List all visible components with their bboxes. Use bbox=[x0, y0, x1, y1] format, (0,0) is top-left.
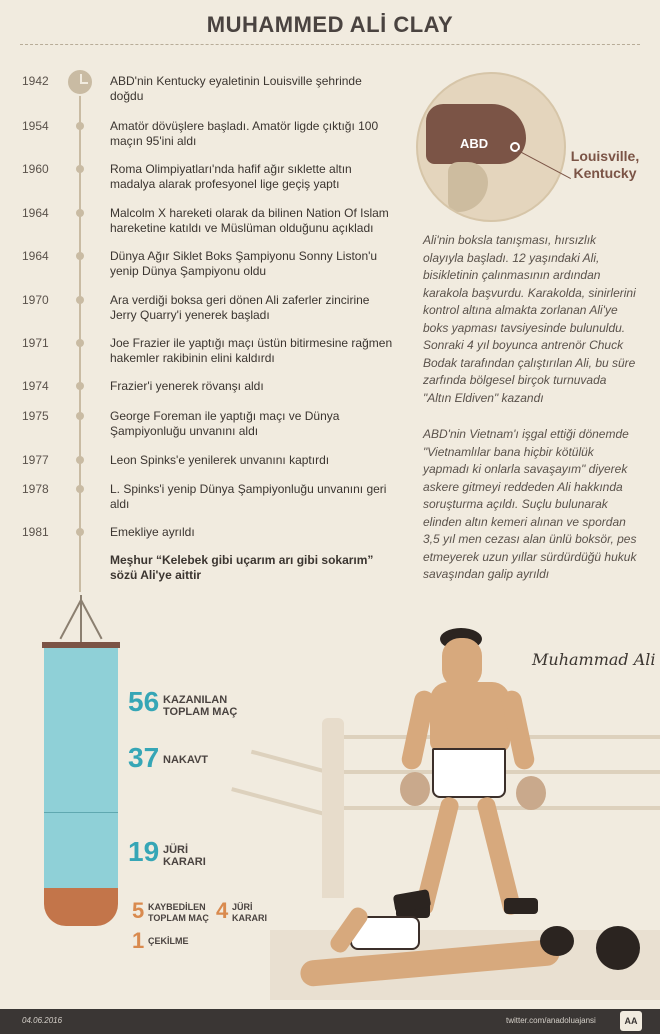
boxing-glove-icon bbox=[516, 776, 546, 810]
event-text: Frazier'i yenerek rövanşı aldı bbox=[110, 379, 264, 393]
event-text: Leon Spinks'e yenilerek unvanını kaptırdı bbox=[110, 453, 330, 467]
event-year: 1942 bbox=[22, 74, 49, 88]
stat-retired-label: ÇEKİLME bbox=[148, 936, 189, 946]
stat-knockouts-label: NAKAVT bbox=[163, 754, 209, 766]
boxing-glove-icon bbox=[596, 926, 640, 970]
title-divider bbox=[20, 44, 640, 45]
mexico-shape bbox=[448, 162, 488, 212]
event-year: 1970 bbox=[22, 293, 49, 307]
event-year: 1981 bbox=[22, 525, 49, 539]
ring-rope bbox=[340, 806, 660, 810]
stat-losses-value: 5 bbox=[132, 898, 145, 923]
timeline-dot bbox=[76, 165, 84, 173]
stat-decision-label-line: KARARI bbox=[163, 856, 206, 868]
stat-decision-value: 19 bbox=[128, 836, 160, 867]
event-year: 1977 bbox=[22, 453, 49, 467]
map-country-label: ABD bbox=[460, 136, 489, 151]
event-year: 1960 bbox=[22, 162, 49, 176]
stat-retired-value: 1 bbox=[132, 928, 145, 953]
fighter-head bbox=[442, 638, 482, 688]
footer-date: 04.06.2016 bbox=[22, 1016, 63, 1025]
aa-logo: AA bbox=[620, 1011, 642, 1031]
stat-loss-decision-label bbox=[232, 902, 267, 924]
timeline-dot bbox=[76, 382, 84, 390]
timeline-dot bbox=[76, 485, 84, 493]
city-label bbox=[560, 148, 650, 182]
event-text: Dünya Ağır Siklet Boks Şampiyonu Sonny Liston'u yenip Dünya Şampiyonu oldu bbox=[110, 249, 378, 278]
fighter-torso bbox=[430, 682, 510, 752]
event-text: Emekliye ayrıldı bbox=[110, 525, 195, 539]
fighter-trunks bbox=[432, 748, 506, 798]
event-text: Amatör dövüşlere başladı. Amatör ligde çıktığı 100 maçın 95'ini aldı bbox=[110, 119, 379, 148]
famous-quote: Meşhur “Kelebek gibi uçarım arı gibi sokarım” sözü Ali'ye aittir bbox=[110, 553, 374, 582]
signature: Muhammad Ali bbox=[532, 650, 656, 669]
event-text: ABD'nin Kentucky eyaletinin Louisville şehrinde doğdu bbox=[110, 74, 362, 103]
stat-decision-label-line: JÜRİ bbox=[163, 844, 189, 856]
usa-shape bbox=[426, 104, 526, 164]
stat-wins-value: 56 bbox=[128, 686, 160, 717]
timeline-dot bbox=[76, 252, 84, 260]
timeline-dot bbox=[76, 209, 84, 217]
footer-twitter-link[interactable]: twitter.com/anadoluajansi bbox=[506, 1016, 596, 1025]
stat-wins-label bbox=[163, 694, 237, 718]
ring-rope bbox=[231, 787, 329, 817]
timeline-dot bbox=[76, 456, 84, 464]
stat-loss-decision-label-line: JÜRİ bbox=[232, 902, 253, 912]
stat-wins-label-line: KAZANILAN bbox=[163, 694, 228, 706]
stat-losses-label-line: KAYBEDİLEN bbox=[148, 902, 206, 912]
clock-icon bbox=[66, 68, 94, 96]
story-paragraph-2: ABD'nin Vietnam'ı işgal ettiği dönemde "Vietnamlılar bana hiçbir kötülük yapmadı ki onlarla savaşayım" diyerek askere gitmeyi reddeden Ali hakkında soruşturma açıldı. Suçlu bulunarak elinden altın kemeri alınan ve spordan 3,5 yıl men cezası alan ünlü boksör, pes etmeyerek uzun yıllar sürdürdüğü hukuk savaşından galip ayrıldı bbox=[423, 427, 637, 581]
boxing-glove-icon bbox=[400, 772, 430, 806]
stat-loss-decision-label-line: KARARI bbox=[232, 913, 267, 923]
timeline-dot bbox=[76, 528, 84, 536]
city-name: Louisville, bbox=[570, 148, 640, 164]
ring-post bbox=[322, 718, 344, 898]
stat-losses-label-line: TOPLAM MAÇ bbox=[148, 913, 209, 923]
event-year: 1964 bbox=[22, 249, 49, 263]
stat-decision-label bbox=[163, 844, 206, 868]
story-paragraph-1: Ali'nin boksla tanışması, hırsızlık olayıyla başladı. 12 yaşındaki Ali, bisikletinin çalınmasının ardından karakola başvurdu. Karakolda, sinirlerini kontrol altına almakta zorlanan Ali'ye boks yapması tavsiyesinde bulunuldu. Sonraki 4 yıl boyunca antrenör Chuck Bodak tarafından çalıştırılan Ali, bu süre zarfında bölgesel birçok turnuvada "Altın Eldiven" kazandı bbox=[423, 233, 636, 405]
stat-losses-label bbox=[148, 902, 209, 924]
event-text: Ara verdiği boksa geri dönen Ali zaferler zincirine Jerry Quarry'i yenerek başladı bbox=[110, 293, 370, 322]
fighter-shoe bbox=[504, 898, 538, 914]
timeline-dot bbox=[76, 339, 84, 347]
event-year: 1974 bbox=[22, 379, 49, 393]
event-year: 1964 bbox=[22, 206, 49, 220]
event-text: Malcolm X hareketi olarak da bilinen Nation Of Islam hareketine katıldı ve Müslüman olduğunu açıkladı bbox=[110, 206, 389, 235]
ring-rope bbox=[251, 750, 329, 775]
timeline-line bbox=[79, 82, 81, 592]
event-year: 1975 bbox=[22, 409, 49, 423]
punching-bag bbox=[44, 648, 118, 888]
event-text: George Foreman ile yaptığı maçı ve Dünya Şampiyonluğu unvanını aldı bbox=[110, 409, 340, 438]
event-year: 1978 bbox=[22, 482, 49, 496]
state-name: Kentucky bbox=[573, 165, 637, 181]
bag-seam bbox=[44, 812, 118, 813]
bag-chain bbox=[59, 600, 81, 640]
bag-bottom bbox=[44, 888, 118, 926]
event-year: 1971 bbox=[22, 336, 49, 350]
stat-wins-label-line: TOPLAM MAÇ bbox=[163, 706, 238, 718]
event-text: Roma Olimpiyatları'nda hafif ağır sıklette altın madalya alarak profesyonel lige geçiş yaptı bbox=[110, 162, 352, 191]
event-text: Joe Frazier ile yaptığı maçı üstün bitirmesine rağmen hakemler rakibinin elini kaldırdı bbox=[110, 336, 393, 365]
timeline-dot bbox=[76, 412, 84, 420]
stat-loss-decision-value: 4 bbox=[216, 898, 229, 923]
event-text: L. Spinks'i yenip Dünya Şampiyonluğu unvanını geri aldı bbox=[110, 482, 387, 511]
stat-knockouts-value: 37 bbox=[128, 742, 160, 773]
event-year: 1954 bbox=[22, 119, 49, 133]
fallen-fighter-head bbox=[540, 926, 574, 956]
page-title: MUHAMMED ALİ CLAY bbox=[206, 12, 454, 37]
bag-chain bbox=[80, 600, 102, 640]
timeline-dot bbox=[76, 122, 84, 130]
usa-map bbox=[416, 72, 566, 222]
timeline-dot bbox=[76, 296, 84, 304]
